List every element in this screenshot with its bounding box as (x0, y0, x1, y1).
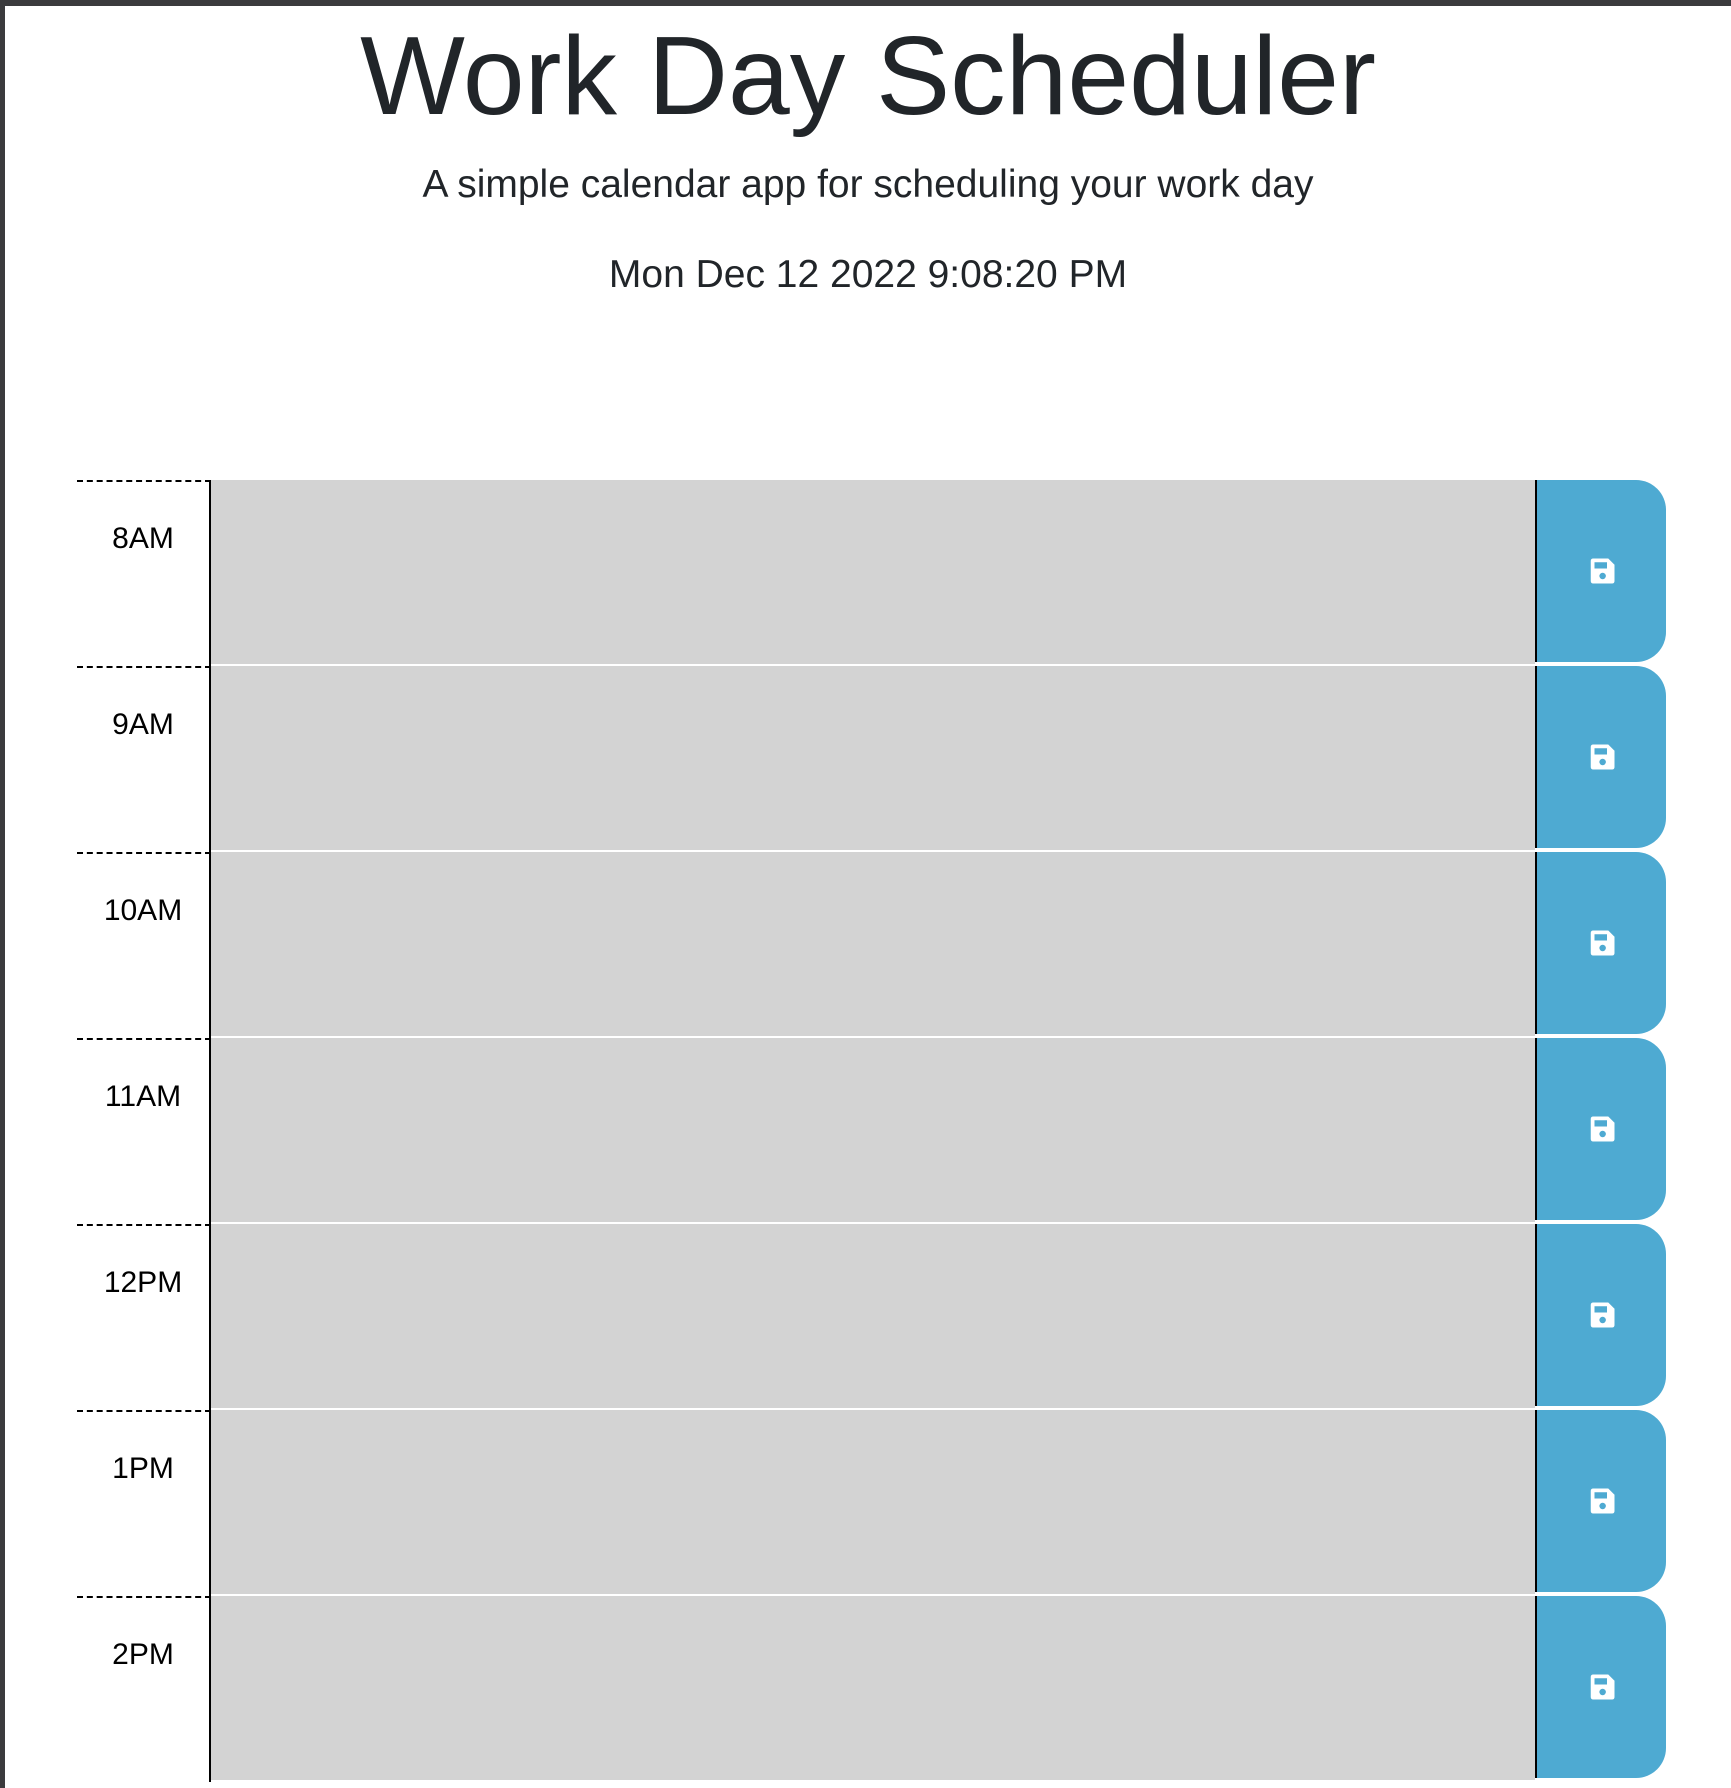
event-description-input[interactable] (211, 1596, 1535, 1782)
event-description-input[interactable] (211, 852, 1535, 1038)
save-button[interactable] (1535, 480, 1666, 662)
hour-label: 10AM (77, 852, 211, 1038)
event-description-input[interactable] (211, 1410, 1535, 1596)
time-block-8am (77, 480, 1666, 666)
time-block-list (77, 480, 1666, 1782)
hour-label: 2PM (77, 1596, 211, 1782)
save-button[interactable] (1535, 1038, 1666, 1220)
save-icon (1587, 1486, 1617, 1516)
time-block-1pm (77, 1410, 1666, 1596)
page-subtitle: A simple calendar app for scheduling your work day (422, 163, 1314, 206)
time-block-11am (77, 1038, 1666, 1224)
save-icon (1587, 1300, 1617, 1330)
time-block-10am (77, 852, 1666, 1038)
save-button[interactable] (1535, 1410, 1666, 1592)
hour-label: 8AM (77, 480, 211, 666)
save-icon (1587, 742, 1617, 772)
event-description-input[interactable] (211, 1224, 1535, 1410)
save-icon (1587, 1672, 1617, 1702)
time-block-9am (77, 666, 1666, 852)
save-button[interactable] (1535, 852, 1666, 1034)
save-button[interactable] (1535, 1596, 1666, 1778)
hour-label: 9AM (77, 666, 211, 852)
current-day: Mon Dec 12 2022 9:08:20 PM (608, 253, 1128, 296)
hour-label: 12PM (77, 1224, 211, 1410)
save-button[interactable] (1535, 1224, 1666, 1406)
event-description-input[interactable] (211, 1038, 1535, 1224)
hour-label: 1PM (77, 1410, 211, 1596)
save-icon (1587, 928, 1617, 958)
event-description-input[interactable] (211, 666, 1535, 852)
hour-label: 11AM (77, 1038, 211, 1224)
page-title: Work Day Scheduler (360, 14, 1376, 138)
save-button[interactable] (1535, 666, 1666, 848)
jumbotron-header (5, 6, 1731, 300)
save-icon (1587, 556, 1617, 586)
event-description-input[interactable] (211, 480, 1535, 666)
time-block-2pm (77, 1596, 1666, 1782)
time-block-12pm (77, 1224, 1666, 1410)
save-icon (1587, 1114, 1617, 1144)
